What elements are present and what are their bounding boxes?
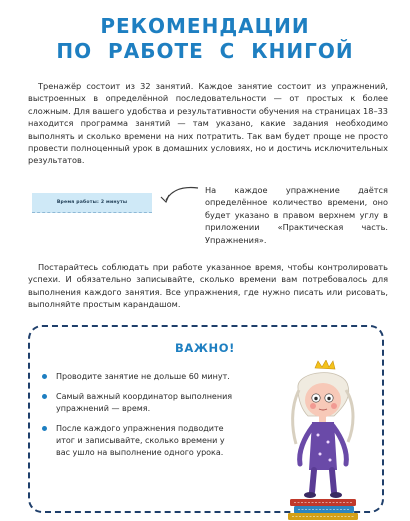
tracking-paragraph: Постарайтесь соблюдать при работе указанное время, чтобы контролировать успехи. И обязательно записывайте, сколько времени вам потребовалось для выполнения каждого занятия. Все упражнения, где нужно писать или рисовать, выполняйте простым карандашом. [28, 262, 388, 310]
page-title [0, 14, 410, 64]
list-item-text: Проводите занятие не дольше 60 минут. [56, 372, 230, 381]
crown-icon [315, 360, 335, 369]
intro-paragraph: Тренажёр состоит из 32 занятий. Каждое занятие состоит из упражнений, выстроенных в определённой последовательности — от простых к более сложным. Для вашего удобства и результативности обучения на страницах 18–33 находится программа занятий — там указано, какие задания необходимо выполнять и сколько времени на них потратить. Так вам будет проще не просто провести полноценный урок в домашних условиях, но и достичь исключительных результатов. [28, 81, 388, 166]
list-item [42, 391, 234, 415]
page-title-line-2: ПО РАБОТЕ С КНИГОЙ [56, 39, 354, 63]
list-item-text: Самый важный координатор выполнения упражнений — время. [56, 392, 233, 413]
girl-illustration [268, 360, 378, 520]
important-list [42, 371, 234, 467]
bullet-icon [42, 374, 47, 379]
book-icon [288, 513, 358, 520]
page-title-line-1: РЕКОМЕНДАЦИИ [100, 14, 310, 38]
timer-note-paragraph: На каждое упражнение даётся определённое количество времени, оно будет указано в правом верхнем углу в приложении «Практическая часть. Упражнения». [205, 185, 388, 245]
curved-arrow-icon [152, 184, 202, 214]
timer-strip-label: Время работы: 2 минуты [56, 200, 128, 205]
bullet-icon [42, 426, 47, 431]
timer-strip [32, 193, 152, 213]
list-item [42, 371, 234, 383]
list-item-text: После каждого упражнения подводите итог и записывайте, сколько времени у вас ушло на выполнение одного урока. [56, 424, 225, 457]
important-heading: ВАЖНО! [175, 341, 235, 355]
bullet-icon [42, 394, 47, 399]
list-item [42, 423, 234, 459]
